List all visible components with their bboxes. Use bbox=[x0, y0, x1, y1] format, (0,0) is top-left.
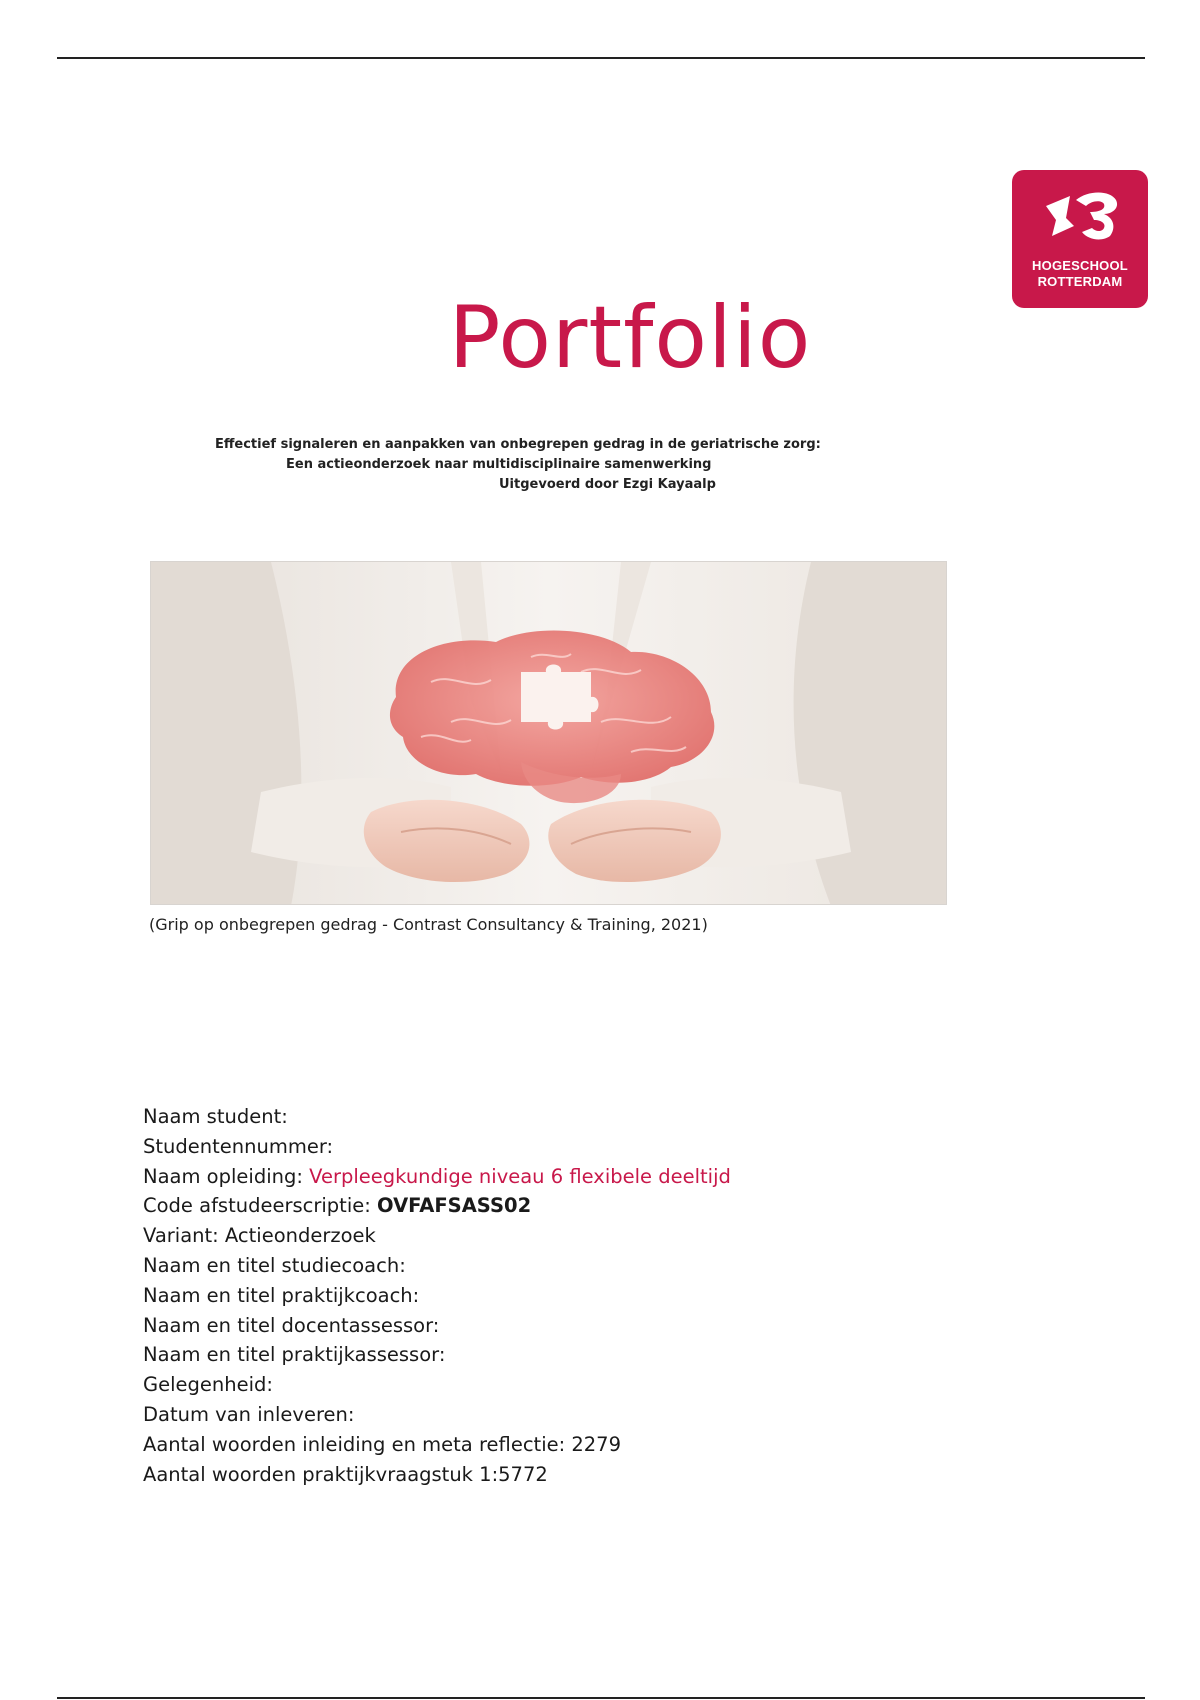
bottom-rule bbox=[57, 1697, 1145, 1699]
subtitle-line-2: Een actieonderzoek naar multidisciplinaire samenwerking bbox=[286, 457, 712, 472]
gelegenheid-row: Gelegenheid: bbox=[143, 1373, 273, 1397]
naam-opleiding-label: Naam opleiding: bbox=[143, 1164, 310, 1188]
document-title: Portfolio bbox=[448, 288, 812, 388]
subtitle-author: Uitgevoerd door Ezgi Kayaalp bbox=[499, 477, 716, 492]
code-label: Code afstudeerscriptie: bbox=[143, 1194, 378, 1218]
cover-image bbox=[150, 561, 947, 905]
hr-logo-icon bbox=[1012, 170, 1148, 260]
naam-opleiding-value: Verpleegkundige niveau 6 flexibele deeltijd bbox=[309, 1164, 731, 1188]
variant-row: Variant: Actieonderzoek bbox=[143, 1224, 376, 1248]
image-caption: (Grip op onbegrepen gedrag - Contrast Consultancy & Training, 2021) bbox=[149, 915, 708, 934]
naam-student-row: Naam student: bbox=[143, 1105, 288, 1128]
top-rule bbox=[57, 57, 1145, 59]
praktijkcoach-row: Naam en titel praktijkcoach: bbox=[143, 1283, 420, 1307]
woorden-vraagstuk-row: Aantal woorden praktijkvraagstuk 1:5772 bbox=[143, 1462, 548, 1486]
woorden-meta-row: Aantal woorden inleiding en meta reflectie: 2279 bbox=[143, 1432, 621, 1456]
studentennummer-row: Studentennummer: bbox=[143, 1134, 334, 1158]
hands-holding-brain-puzzle-image bbox=[151, 562, 947, 905]
datum-inleveren-row: Datum van inleveren: bbox=[143, 1402, 355, 1426]
hogeschool-rotterdam-logo bbox=[1012, 170, 1148, 308]
subtitle-line-1: Effectief signaleren en aanpakken van onbegrepen gedrag in de geriatrische zorg: bbox=[215, 437, 821, 452]
naam-opleiding-row bbox=[143, 1162, 1043, 1192]
studiecoach-row: Naam en titel studiecoach: bbox=[143, 1253, 406, 1277]
code-afstudeerscriptie-row bbox=[143, 1191, 1043, 1221]
docentassessor-row: Naam en titel docentassessor: bbox=[143, 1313, 440, 1337]
code-value: OVFAFSASS02 bbox=[377, 1194, 532, 1218]
logo-text-hogeschool: HOGESCHOOL bbox=[1032, 258, 1128, 273]
logo-text-rotterdam: ROTTERDAM bbox=[1037, 274, 1123, 289]
student-info-block bbox=[143, 1102, 1043, 1489]
praktijkassessor-row: Naam en titel praktijkassessor: bbox=[143, 1343, 446, 1367]
